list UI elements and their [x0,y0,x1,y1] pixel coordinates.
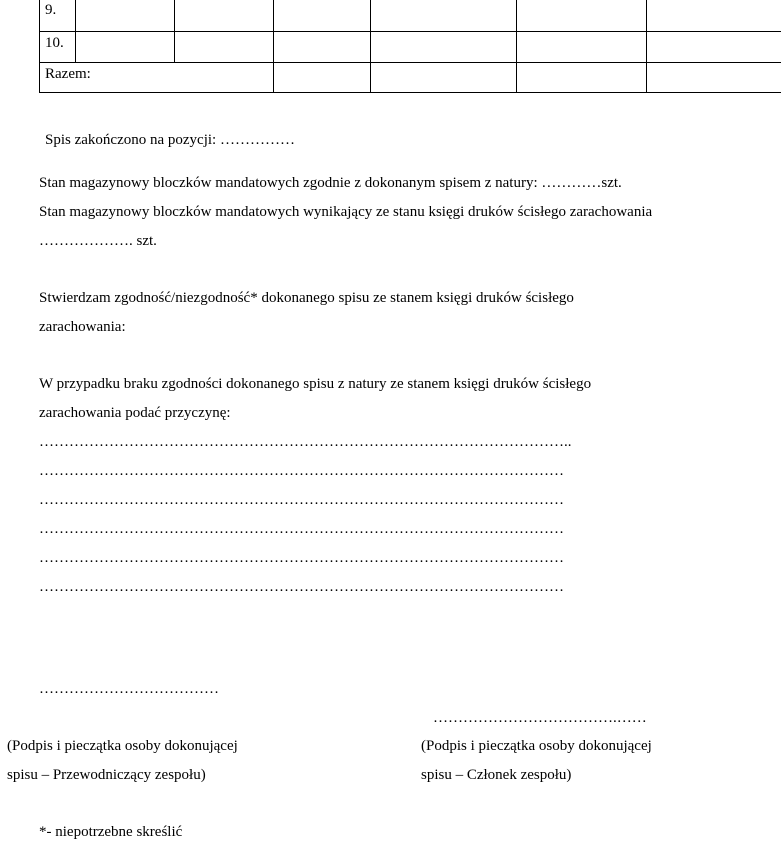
signature-right-caption: (Podpis i pieczątka osoby dokonującej [421,738,652,754]
table-row [40,0,781,32]
table-cell [274,32,371,63]
table-cell [371,63,517,93]
spis-ended-line: Spis zakończono na pozycji: …………… [45,132,295,148]
table-cell [517,0,647,32]
table-cell [517,32,647,63]
dotted-line: …………………………………………………………………………………………… [39,463,564,479]
footnote: *- niepotrzebne skreślić [39,824,183,840]
table-cell [517,63,647,93]
dotted-line: …………………………………………………………………………………………… [39,521,564,537]
brak-zgodnosci-line: W przypadku braku zgodności dokonanego spisu z natury ze stanem księgi druków ścisłego [39,376,592,392]
row-number-cell: 10. [40,32,76,63]
row-number-cell: 9. [40,0,76,32]
total-row [40,63,781,93]
table-cell [76,0,175,32]
signature-left-dots: ……………………………… [39,681,219,697]
total-label-cell: Razem: [40,63,274,93]
dotted-line: …………………………………………………………………………………………….. [39,434,572,450]
brak-zgodnosci-line-2: zarachowania podać przyczynę: [39,405,231,421]
dotted-line: …………………………………………………………………………………………… [39,492,564,508]
stan-ksiegi-line: Stan magazynowy bloczków mandatowych wynikający ze stanu księgi druków ścisłego zarachowania [39,204,653,220]
table-cell [274,0,371,32]
table-cell [175,0,274,32]
table-cell [647,0,781,32]
table-cell [274,63,371,93]
stan-ksiegi-line-2: ………………. szt. [39,233,157,249]
table-cell [647,32,781,63]
table-cell [76,32,175,63]
table-cell [647,63,781,93]
table-row [40,32,781,63]
stan-spis-line: Stan magazynowy bloczków mandatowych zgodnie z dokonanym spisem z natury: …………szt. [39,175,622,191]
zgodnosc-line-2: zarachowania: [39,319,126,335]
inventory-table [39,0,781,93]
zgodnosc-line: Stwierdzam zgodność/niezgodność* dokonanego spisu ze stanem księgi druków ścisłego [39,290,574,306]
signature-left-caption: (Podpis i pieczątka osoby dokonującej [7,738,238,754]
table-cell [175,32,274,63]
table-cell [371,32,517,63]
dotted-line: …………………………………………………………………………………………… [39,579,564,595]
signature-right-role: spisu – Członek zespołu) [421,767,572,783]
signature-left-role: spisu – Przewodniczący zespołu) [7,767,206,783]
table-cell [371,0,517,32]
signature-right-dots: ……………………………….…… [433,710,647,726]
dotted-line: …………………………………………………………………………………………… [39,550,564,566]
